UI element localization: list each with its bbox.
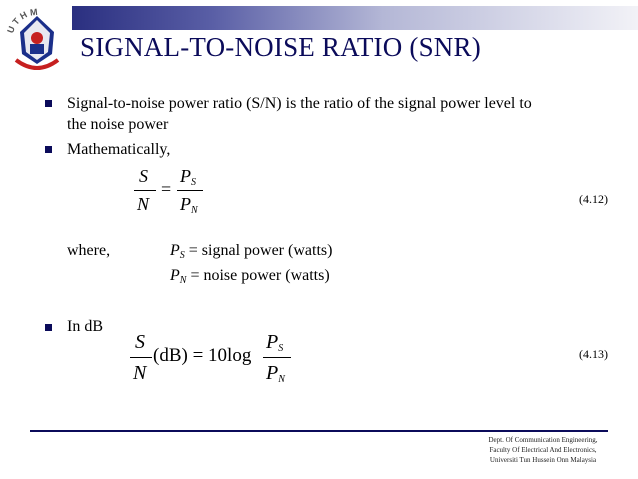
bullet-text: Signal-to-noise power ratio (S/N) is the ratio of the signal power level to [67,95,532,112]
fraction-bar [177,190,203,191]
definition-signal-power: $P_S$ = signal power (watts) [170,242,333,261]
slide-title: SIGNAL-TO-NOISE RATIO (SNR) [80,32,481,62]
bullet-text-continued: the noise power [67,116,169,133]
svg-text:U T H M: U T H M [5,6,39,35]
university-logo [2,2,72,78]
footer-line: Dept. Of Communication Engineering, [488,436,598,444]
bullet-text: Mathematically, [67,141,171,158]
bullet-marker [45,146,52,153]
equals-sign: = [161,179,172,199]
eq1-denominator-pn: $P_N$ [180,194,198,216]
fraction-bar [134,190,156,191]
eq2-db-expression: (dB) = 10log [153,345,252,366]
where-label: where, [67,242,111,259]
bullet-marker [45,100,52,107]
fraction-bar [263,357,291,358]
eq2-denominator-pn: $P_N$ [266,362,285,385]
eq2-numerator-s: S [135,331,145,353]
equation-number: (4.13) [579,347,608,361]
equation-number: (4.12) [579,192,608,206]
eq2-numerator-ps: $P_S$ [266,331,284,354]
eq2-denominator-n: N [133,362,147,384]
header-gradient-bar [72,6,638,30]
bullet-text: In dB [67,318,103,335]
footer-line: Faculty Of Electrical And Electronics, [489,446,597,454]
definition-noise-power: $P_N$ = noise power (watts) [170,267,330,286]
footer-line: Universiti Tun Hussein Onn Malaysia [489,456,597,464]
eq1-denominator-n: N [137,194,150,214]
bullet-marker [45,324,52,331]
fraction-bar [130,357,152,358]
footer-affiliation [478,435,608,465]
footer-divider [30,430,608,432]
eq1-numerator-ps: $P_S$ [180,166,196,188]
eq1-numerator-s: S [139,166,148,186]
